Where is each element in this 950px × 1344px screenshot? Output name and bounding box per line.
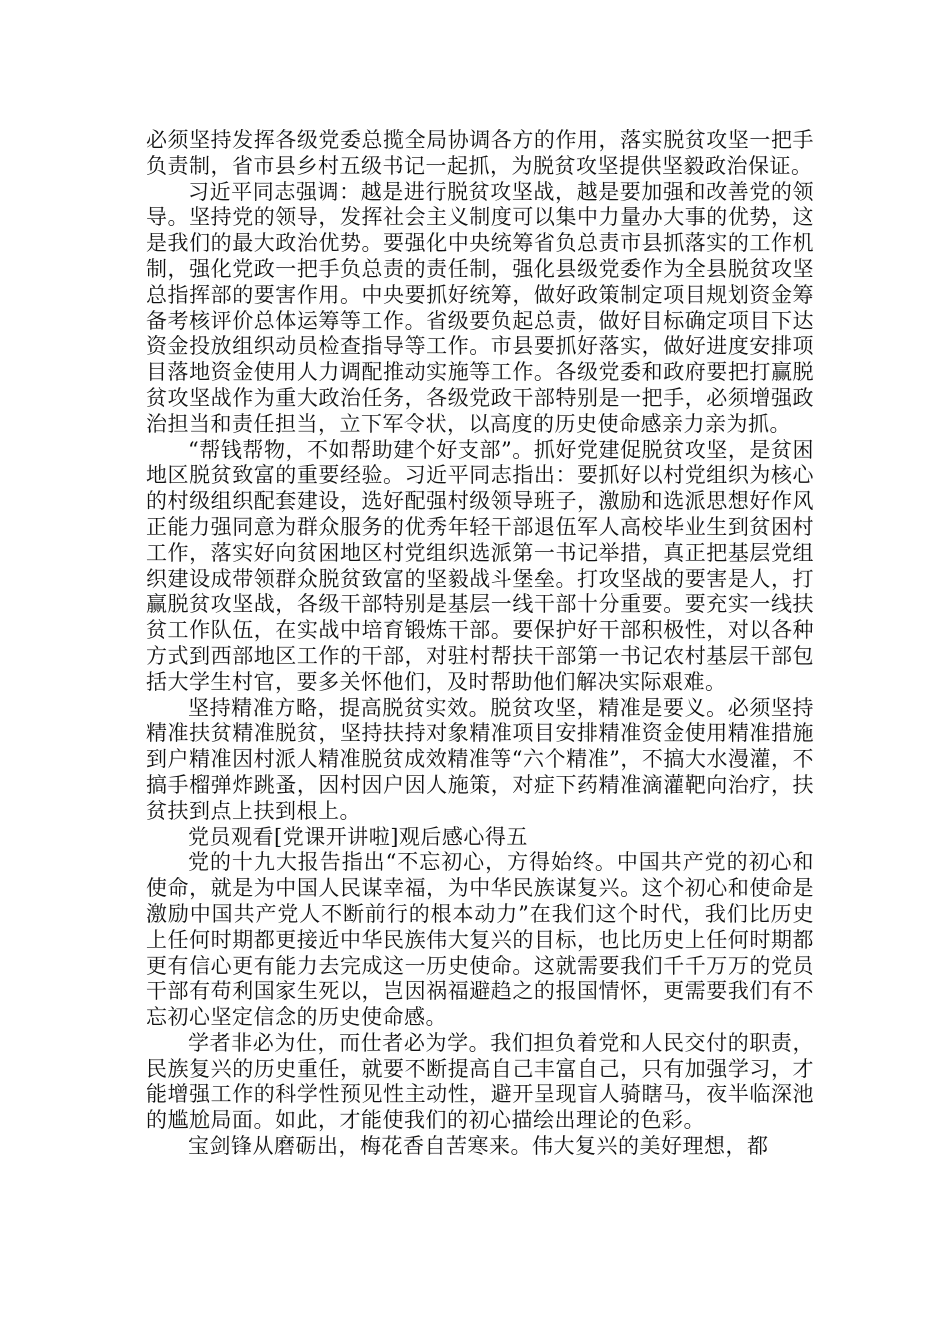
paragraph-2: 习近平同志强调：越是进行脱贫攻坚战，越是要加强和改善党的领导。坚持党的领导，发挥社会主义制度可以集中力量办大事的优势，这是我们的最大政治优势。要强化中央统筹省负总责市县抓落实的工作机制，强化党政一把手负总责的责任制，强化县级党委作为全县脱贫攻坚总指挥部的要害作用。中央要抓好统筹，做好政策制定项目规划资金筹备考核评价总体运筹等工作。省级要负起总责，做好目标确定项目下达资金投放组织动员检查指导等工作。市县要抓好落实，做好进度安排项目落地资金使用人力调配推动实施等工作。各级党委和政府要把打赢脱贫攻坚战作为重大政治任务，各级党政干部特别是一把手，必须增强政治担当和责任担当，立下军令状，以高度的历史使命感亲力亲为抓。 (146, 179, 814, 436)
paragraph-4: 坚持精准方略，提高脱贫实效。脱贫攻坚，精准是要义。必须坚持精准扶贫精准脱贫，坚持扶持对象精准项目安排精准资金使用精准措施到户精准因村派人精准脱贫成效精准等“六个精准”，不搞大水漫灌，不搞手榴弹炸跳蚤，因村因户因人施策，对症下药精准滴灌靶向治疗，扶贫扶到点上扶到根上。 (146, 695, 814, 823)
section-heading: 党员观看[党课开讲啦]观后感心得五 (188, 824, 528, 849)
paragraph-1: 必须坚持发挥各级党委总揽全局协调各方的作用，落实脱贫攻坚一把手负责制，省市县乡村五级书记一起抓，为脱贫攻坚提供坚毅政治保证。 (146, 128, 814, 178)
document-body (146, 128, 814, 1160)
paragraph-6: 学者非必为仕，而仕者必为学。我们担负着党和人民交付的职责，民族复兴的历史重任，就要不断提高自己丰富自己，只有加强学习，才能增强工作的科学性预见性主动性，避开呈现盲人骑瞎马，夜半临深池的尴尬局面。如此，才能使我们的初心描绘出理论的色彩。 (146, 1030, 814, 1133)
paragraph-3: “帮钱帮物，不如帮助建个好支部”。抓好党建促脱贫攻坚，是贫困地区脱贫致富的重要经验。习近平同志指出：要抓好以村党组织为核心的村级组织配套建设，选好配强村级领导班子，激励和选派思想好作风正能力强同意为群众服务的优秀年轻干部退伍军人高校毕业生到贫困村工作，落实好向贫困地区村党组织选派第一书记举措，真正把基层党组织建设成带领群众脱贫致富的坚毅战斗堡垒。打攻坚战的要害是人，打赢脱贫攻坚战，各级干部特别是基层一线干部十分重要。要充实一线扶贫工作队伍，在实战中培育锻炼干部。要保护好干部积极性，对以各种方式到西部地区工作的干部，对驻村帮扶干部第一书记农村基层干部包括大学生村官，要多关怀他们，及时帮助他们解决实际艰难。 (146, 437, 814, 694)
paragraph-5: 党的十九大报告指出“不忘初心，方得始终。中国共产党的初心和使命，就是为中国人民谋幸福，为中华民族谋复兴。这个初心和使命是激励中国共产党人不断前行的根本动力”在我们这个时代，我们比历史上任何时期都更接近中华民族伟大复兴的目标，也比历史上任何时期都更有信心更有能力去完成这一历史使命。这就需要我们千千万万的党员干部有苟利国家生死以，岂因祸福避趋之的报国情怀，更需要我们有不忘初心坚定信念的历史使命感。 (146, 850, 814, 1030)
paragraph-7: 宝剑锋从磨砺出，梅花香自苦寒来。伟大复兴的美好理想，都 (188, 1134, 769, 1159)
